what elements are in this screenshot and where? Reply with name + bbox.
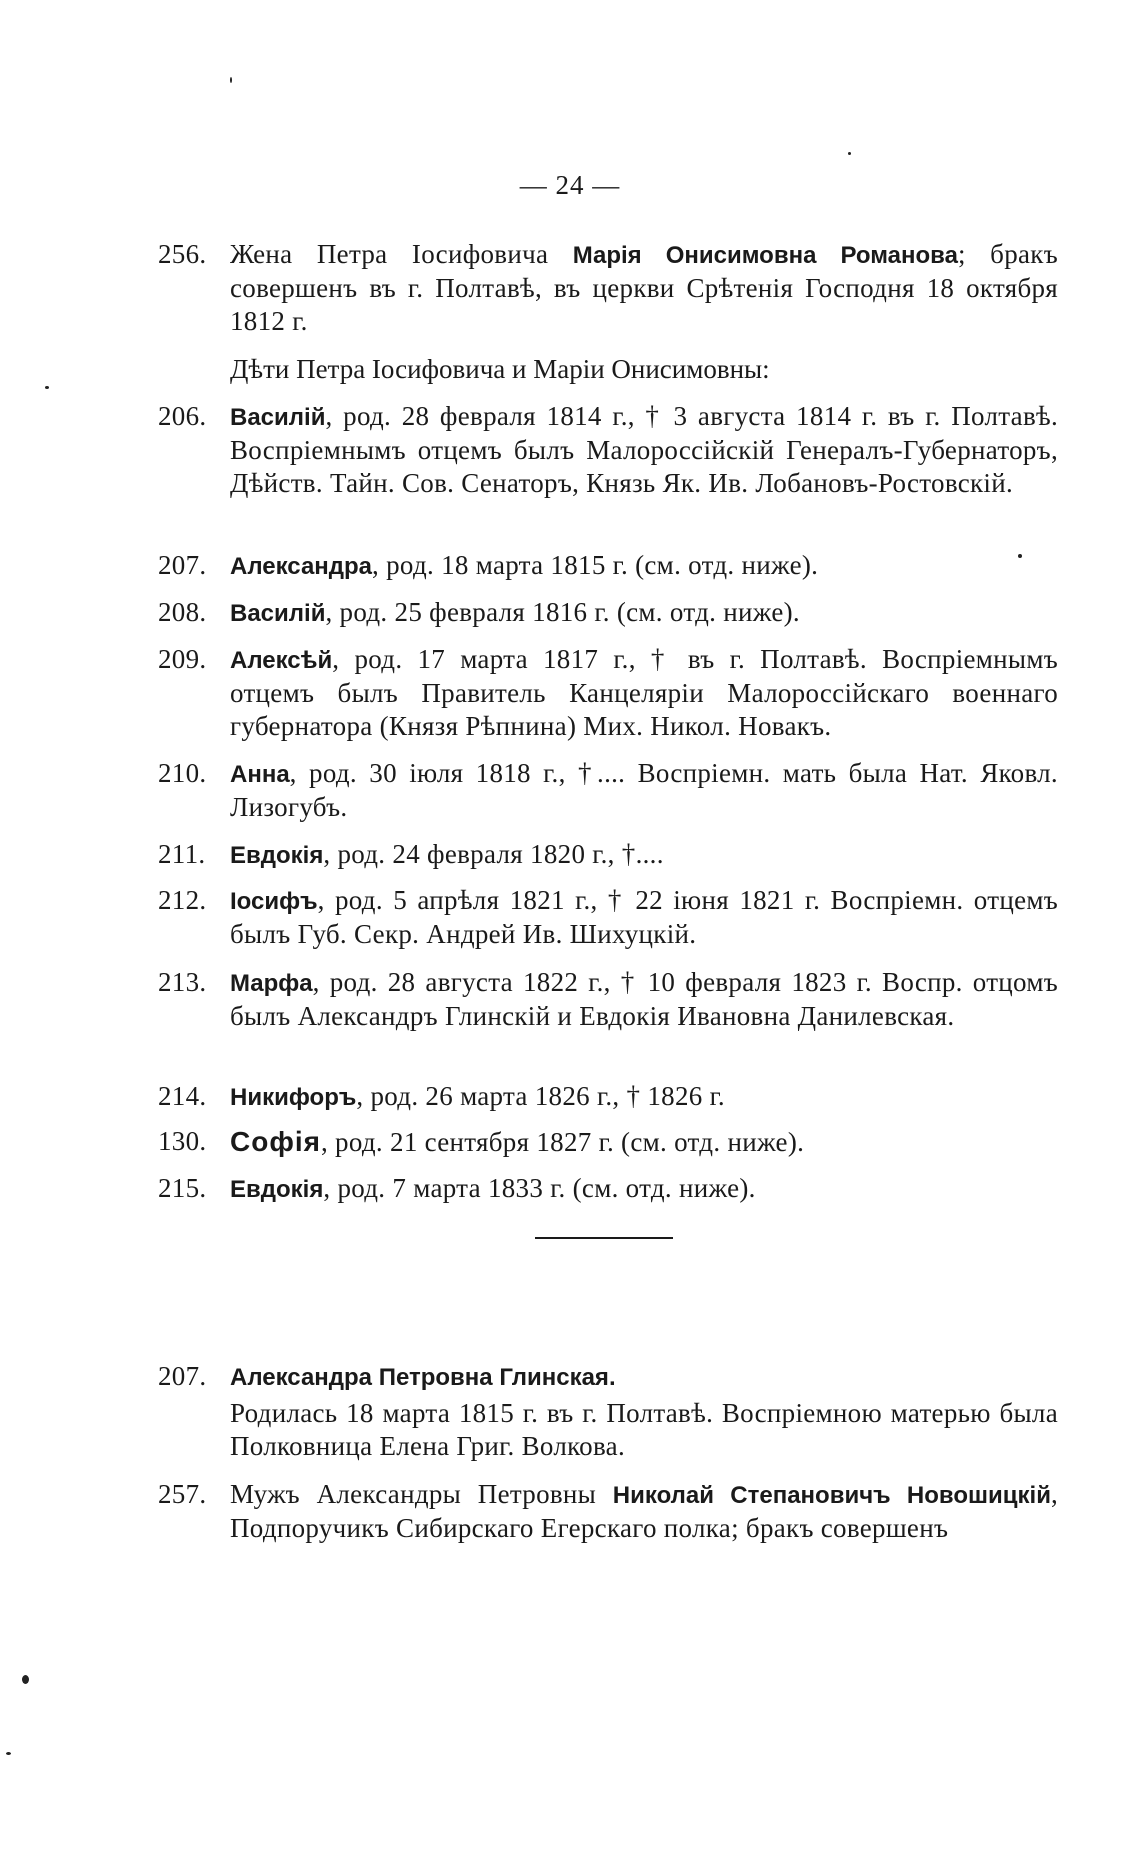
section-207-text xyxy=(158,1397,1058,1463)
entry-number: 214. xyxy=(158,1081,207,1111)
person-name: Марфа xyxy=(230,970,313,997)
entry-text: Мужъ Александры Петровны xyxy=(230,1479,613,1509)
entry-215 xyxy=(158,1172,1058,1206)
section-207 xyxy=(158,1360,1058,1394)
entry-207 xyxy=(158,549,1058,583)
entry-text: , род. 30 іюля 1818 г., †.... Воспріемн. мать была Нат. Яковл. Лизогубъ. xyxy=(230,758,1058,822)
section-divider xyxy=(535,1237,673,1239)
entry-number: 210. xyxy=(158,758,207,788)
entry-206 xyxy=(158,400,1058,500)
scan-speck xyxy=(230,77,232,83)
scan-speck xyxy=(1018,554,1022,558)
entry-text: ; бракъ совершенъ въ г. Полтавѣ, въ церкви Срѣтенія Господня 18 октября 1812 г. xyxy=(230,239,1058,336)
entry-text: , Подпоручикъ Сибирскаго Егерскаго полка; бракъ совершенъ xyxy=(230,1479,1059,1543)
entry-number: 257. xyxy=(158,1479,207,1509)
scan-speck xyxy=(22,1675,29,1684)
entry-256 xyxy=(158,238,1058,338)
person-name: Василій xyxy=(230,600,326,627)
person-name: Николай Степановичъ Новошицкій xyxy=(612,1482,1051,1509)
entry-text: , род. 5 апрѣля 1821 г., † 22 іюня 1821 г. Воспріемн. отцемъ былъ Губ. Секр. Андрей Ив. Шихуцкій. xyxy=(230,885,1058,949)
person-name: Марія Онисимовна Романова xyxy=(572,242,958,269)
entry-214 xyxy=(158,1080,1058,1114)
section-text: Родилась 18 марта 1815 г. въ г. Полтавѣ. Воспріемною матерью была Полковница Елена Григ. Волкова. xyxy=(230,1398,1058,1461)
person-name: Анна xyxy=(230,761,290,788)
entry-208 xyxy=(158,596,1058,630)
scan-speck xyxy=(848,152,851,155)
entry-text: , род. 24 февраля 1820 г., †.... xyxy=(323,839,664,869)
entry-number: 212. xyxy=(158,885,207,915)
children-heading: Дѣти Петра Іосифовича и Маріи Онисимовны: xyxy=(230,354,770,384)
entry-text: , род. 7 марта 1833 г. (см. отд. ниже). xyxy=(323,1173,756,1203)
entry-text: , род. 28 августа 1822 г., † 10 февраля 1823 г. Воспр. отцомъ былъ Александръ Глинскій и Евдокія Ивановна Данилевская. xyxy=(230,967,1058,1031)
person-name: Никифоръ xyxy=(230,1084,357,1111)
entry-number: 211. xyxy=(158,839,206,869)
entry-210 xyxy=(158,757,1058,824)
entry-number: 213. xyxy=(158,967,207,997)
person-name: Василій xyxy=(230,404,326,431)
scan-speck xyxy=(45,386,49,389)
entry-number: 215. xyxy=(158,1173,207,1203)
entry-number: 207. xyxy=(158,550,207,580)
person-name: Александра xyxy=(230,553,373,580)
person-name: Софія xyxy=(230,1126,321,1157)
entry-number: 207. xyxy=(158,1361,207,1391)
section-title: Александра Петровна Глинская. xyxy=(230,1364,616,1391)
person-name: Евдокія xyxy=(230,842,324,869)
entry-212 xyxy=(158,884,1058,951)
person-name: Іосифъ xyxy=(230,888,318,915)
entry-text: , род. 28 февраля 1814 г., † 3 августа 1814 г. въ г. Полтавѣ. Воспріемнымъ отцемъ былъ Малороссійскій Генералъ-Губернаторъ, Дѣйств. Тайн. Сов. Сенаторъ, Князь Як. Ив. Лобановъ-Ростовскій. xyxy=(230,401,1058,498)
scan-speck xyxy=(6,1752,11,1755)
entry-number: 256. xyxy=(158,239,207,269)
entry-number: 209. xyxy=(158,644,207,674)
entry-text: , род. 21 сентября 1827 г. (см. отд. ниже). xyxy=(320,1127,805,1157)
person-name: Алексѣй xyxy=(230,647,333,674)
entry-213 xyxy=(158,966,1058,1033)
entry-130 xyxy=(158,1125,1058,1159)
entry-text: Жена Петра Іосифовича xyxy=(230,239,573,269)
page-number: — 24 — xyxy=(519,170,621,200)
person-name: Евдокія xyxy=(230,1176,324,1203)
entry-text: , род. 18 марта 1815 г. (см. отд. ниже). xyxy=(372,550,819,580)
entry-number: 206. xyxy=(158,401,207,431)
entry-211 xyxy=(158,838,1058,872)
entry-text: , род. 26 марта 1826 г., † 1826 г. xyxy=(356,1081,725,1111)
entry-number: 208. xyxy=(158,597,207,627)
entry-number: 130. xyxy=(158,1126,207,1156)
entry-text: , род. 25 февраля 1816 г. (см. отд. ниже). xyxy=(325,597,800,627)
entry-text: , род. 17 марта 1817 г., † въ г. Полтавѣ. Воспріемнымъ отцемъ былъ Правитель Канцеляріи Малороссійскаго военнаго губернатора (Князя Рѣпнина) Мих. Никол. Новакъ. xyxy=(230,644,1058,741)
entry-257 xyxy=(158,1478,1058,1545)
entry-209 xyxy=(158,643,1058,743)
